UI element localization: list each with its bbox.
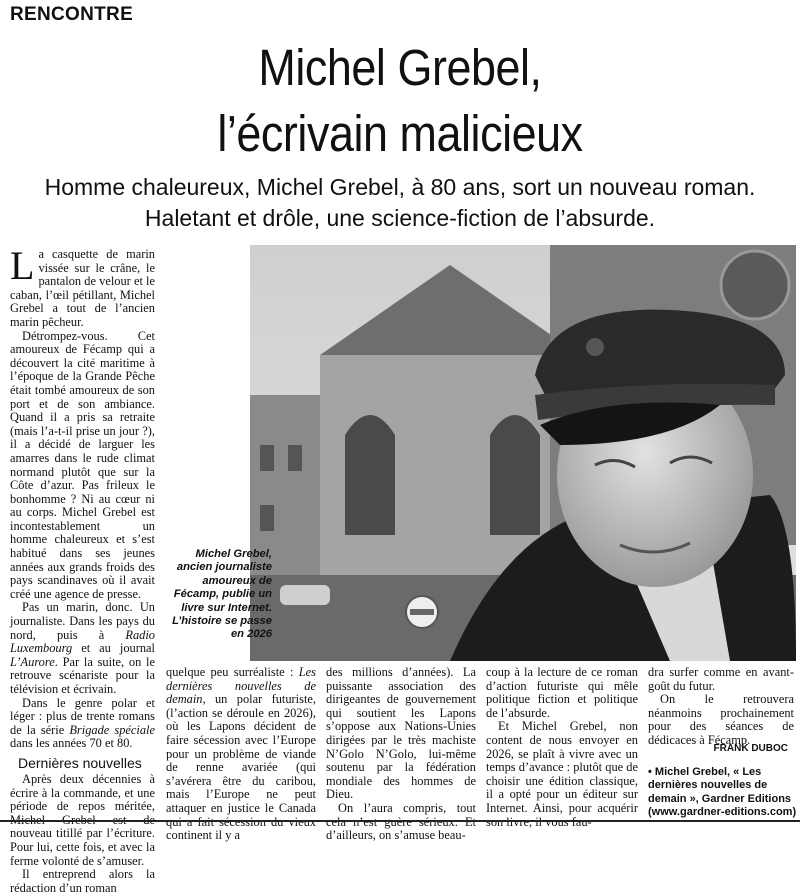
paragraph: On le retrouvera néanmoins prochainement pour des séances de dédicaces à Fécamp. xyxy=(648,692,794,747)
paragraph xyxy=(10,697,155,751)
italic-run: Les dernières nouvelles de demain xyxy=(166,665,316,707)
paragraph: Et Michel Grebel, non content de nous envoyer en 2026, se plaît à vivre avec un temps d’avance : plutôt que de choisir une édition classique, il a opté pour un éditeur sur Internet. Ainsi, pour acquérir xyxy=(486,719,638,815)
article-column-3 xyxy=(326,666,476,843)
paragraph xyxy=(166,666,316,843)
deck-line-2: Haletant et drôle, une science-fiction de l’absurde. xyxy=(144,205,656,231)
paragraph xyxy=(10,243,155,330)
paragraph: On l’aura compris, tout d’ailleurs, on s’amuse beau- xyxy=(326,800,476,843)
photo-caption: Michel Grebel, ancien journaliste amoureux de Fécamp, publie un livre sur Internet. L’histoire se passe en 2026 xyxy=(172,548,272,641)
text-run: Dans le genre polar et léger : plus de trente romans de la série xyxy=(10,695,155,737)
italic-run: L’Aurore xyxy=(10,654,55,669)
article-column-1 xyxy=(10,243,155,895)
paragraph xyxy=(10,601,155,696)
text-run: quelque peu surréaliste : xyxy=(166,665,299,679)
paragraph: Après deux décennies à écrire à la commande, et une période de repos méritée, nouveau titillé par l’écriture. Pour lui, cette fois, et avec la ferme volonté de s’amuser. xyxy=(10,771,155,868)
article-column-2 xyxy=(166,666,316,843)
paragraph: dra surfer comme en avant-goût du futur. xyxy=(648,665,794,693)
article-column-4 xyxy=(486,666,638,829)
deck-line-1: Homme chaleureux, Michel Grebel, à 80 ans, sort un nouveau roman. xyxy=(44,174,756,200)
paragraph: Détrompez-vous. Cet amoureux de Fécamp qui a découvert la cité maritime à l’époque de la Grande Pêche était tombé amoureux de son port et de son ambiance. Quand il a pris sa retraite (mais l’a-t-il prise un jour ?), il a décidé de larguer les amarres dans le rude climat normand plutôt que sur la Côte d’azur. Pas frileux le bonhomme ? Ni au cœur ni au corps. Michel Grebel est incontestablement un homme chaleureux et s’est habitué dans ses jeunes années aux grands froids des pays scandinaves où il avait créé une agence de presse. xyxy=(10,328,155,601)
drop-cap: L xyxy=(10,243,35,288)
book-reference: • Michel Grebel, « Les dernières nouvelles de demain », Gardner Editions (www.gardner-editions.com) xyxy=(648,766,797,819)
text-run: dans les années 70 et 80. xyxy=(10,736,133,751)
text-run: Pas un marin, donc. Un journaliste. Dans les pays du nord, puis à xyxy=(10,600,155,642)
headline-line-1: Michel Grebel, xyxy=(258,39,542,96)
paragraph: Il entreprend alors la rédaction d’un roman xyxy=(10,867,155,895)
italic-run: Brigade spéciale xyxy=(69,722,155,737)
author-byline: FRANK DUBOC xyxy=(713,743,788,754)
subhead: Dernières nouvelles xyxy=(18,754,142,771)
portrait-photo-illustration xyxy=(250,245,796,661)
paragraph: coup à la lecture de ce roman d’action futuriste qui mêle politique fiction et politique de l’absurde. xyxy=(486,665,638,720)
paragraph: des millions d’années). La puissante association des dirigeantes de gouvernement qui soutient les Lapons s’oppose aux Nations-Unies dirigées par le très machiste N’Golo N’Golo, lui-même soutenu par la fédération mondiale des hommes de Dieu. xyxy=(326,665,476,802)
italic-run: Radio Luxembourg xyxy=(10,627,155,656)
section-rubric: RENCONTRE xyxy=(10,4,134,25)
text-run: et au journal xyxy=(72,641,155,656)
article-photo xyxy=(250,245,796,661)
text-run: . Par la suite, on le retrouve scénariste pour la télévision et écrivain. xyxy=(10,654,155,696)
headline-line-2: l’écrivain malicieux xyxy=(217,105,583,162)
article-column-5 xyxy=(648,666,794,748)
text-run: , un polar futuriste, (l’action se déroule en 2026), où les Lapons décident de faire sécession avec l’Europe pour un problème de viande de renne avariée (qui s’avérera être du caribou, mais l’Europe ne peut attaquer en justice le Canada continent il y a xyxy=(166,692,316,843)
paragraph-text: a casquette de marin vissée sur le crâne, le pantalon de velour et le caban, l’œil pétillant, Michel Grebel a tout de l’ancien marin pêcheur. xyxy=(10,247,155,329)
